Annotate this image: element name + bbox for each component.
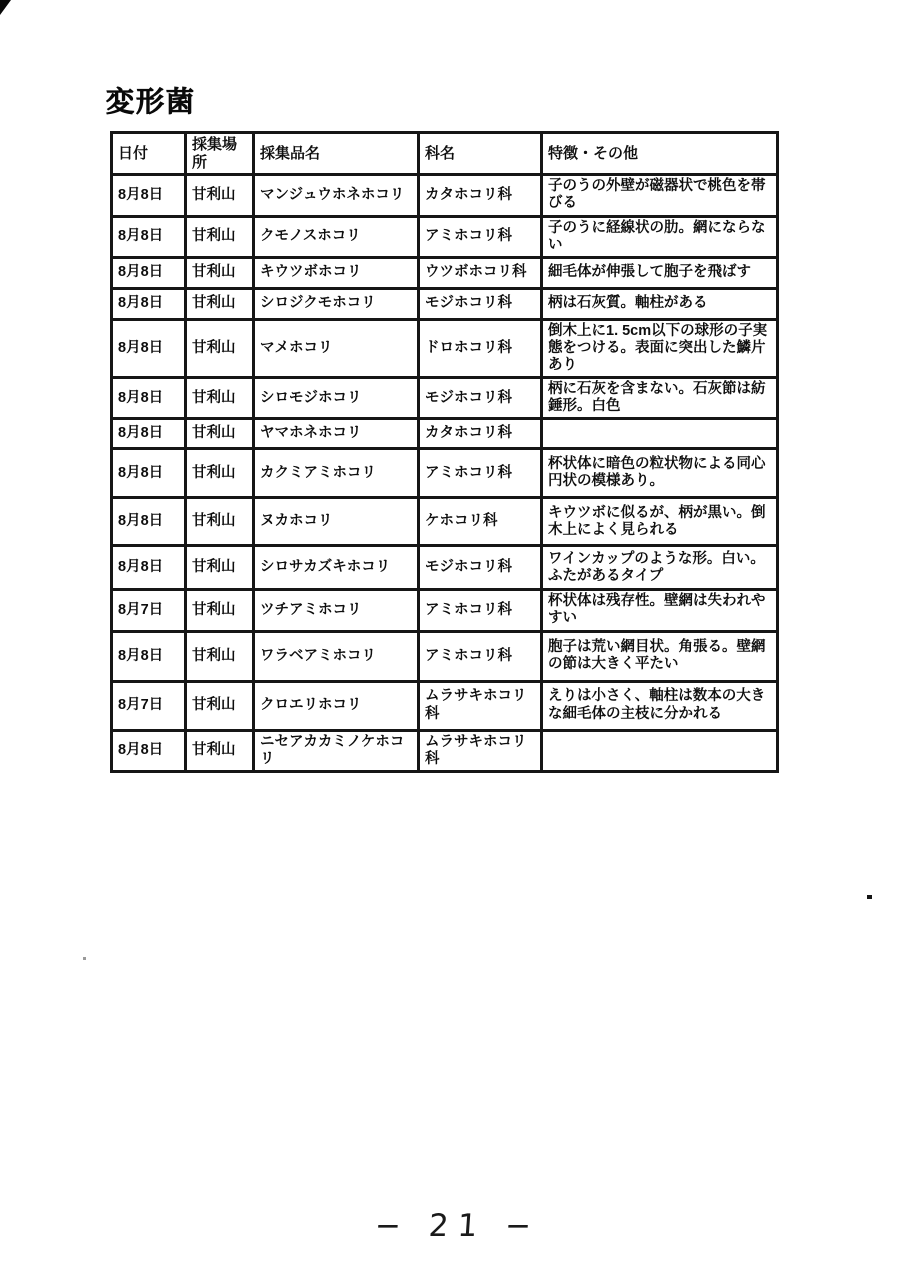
cell-features: 倒木上に1. 5cm以下の球形の子実態をつける。表面に突出した鱗片あり	[542, 319, 778, 377]
cell-place: 甘利山	[186, 216, 254, 257]
cell-date: 8月8日	[112, 175, 186, 216]
cell-features: 柄は石灰質。軸柱がある	[542, 288, 778, 319]
cell-date: 8月8日	[112, 419, 186, 449]
cell-date: 8月8日	[112, 257, 186, 288]
cell-features: えりは小さく、軸柱は数本の大きな細毛体の主枝に分かれる	[542, 681, 778, 730]
cell-features: 胞子は荒い網目状。角張る。壁網の節は大きく平たい	[542, 631, 778, 681]
header-cell-date: 日付	[112, 133, 186, 175]
cell-date: 8月7日	[112, 590, 186, 631]
cell-features: キウツボに似るが、柄が黒い。倒木上によく見られる	[542, 498, 778, 546]
cell-date: 8月8日	[112, 378, 186, 419]
cell-family: アミホコリ科	[419, 590, 542, 631]
cell-features: ワインカップのような形。白い。ふたがあるタイプ	[542, 546, 778, 590]
cell-family: モジホコリ科	[419, 288, 542, 319]
scan-artifact-speck	[83, 957, 86, 960]
scan-artifact-dot	[867, 895, 872, 899]
cell-family: ムラサキホコリ科	[419, 730, 542, 771]
cell-place: 甘利山	[186, 631, 254, 681]
table-row	[112, 175, 778, 216]
cell-family: ムラサキホコリ科	[419, 681, 542, 730]
cell-specimen: マンジュウホネホコリ	[254, 175, 419, 216]
cell-specimen: ワラベアミホコリ	[254, 631, 419, 681]
cell-specimen: シロジクモホコリ	[254, 288, 419, 319]
cell-features	[542, 730, 778, 771]
cell-place: 甘利山	[186, 257, 254, 288]
table-row	[112, 730, 778, 771]
cell-place: 甘利山	[186, 590, 254, 631]
cell-specimen: ヤマホネホコリ	[254, 419, 419, 449]
cell-specimen: ヌカホコリ	[254, 498, 419, 546]
cell-date: 8月8日	[112, 449, 186, 498]
cell-specimen: カクミアミホコリ	[254, 449, 419, 498]
cell-family: モジホコリ科	[419, 378, 542, 419]
cell-family: カタホコリ科	[419, 419, 542, 449]
cell-place: 甘利山	[186, 175, 254, 216]
table-header-row	[112, 133, 778, 175]
cell-features: 子のうに経線状の肋。網にならない	[542, 216, 778, 257]
cell-date: 8月8日	[112, 319, 186, 377]
cell-place: 甘利山	[186, 498, 254, 546]
cell-date: 8月8日	[112, 498, 186, 546]
cell-place: 甘利山	[186, 288, 254, 319]
cell-specimen: マメホコリ	[254, 319, 419, 377]
header-cell-features: 特徴・その他	[542, 133, 778, 175]
page-title: 変形菌	[106, 86, 197, 117]
cell-family: アミホコリ科	[419, 449, 542, 498]
collection-table	[110, 131, 779, 773]
cell-family: ドロホコリ科	[419, 319, 542, 377]
cell-family: モジホコリ科	[419, 546, 542, 590]
cell-features: 柄に石灰を含まない。石灰節は紡錘形。白色	[542, 378, 778, 419]
cell-specimen: シロサカズキホコリ	[254, 546, 419, 590]
cell-place: 甘利山	[186, 681, 254, 730]
cell-specimen: ツチアミホコリ	[254, 590, 419, 631]
scan-artifact-corner	[0, 0, 11, 15]
cell-place: 甘利山	[186, 378, 254, 419]
cell-date: 8月8日	[112, 288, 186, 319]
cell-family: カタホコリ科	[419, 175, 542, 216]
cell-family: ケホコリ科	[419, 498, 542, 546]
table-row	[112, 319, 778, 377]
table-row	[112, 378, 778, 419]
table-row	[112, 546, 778, 590]
cell-place: 甘利山	[186, 319, 254, 377]
header-cell-place: 採集場所	[186, 133, 254, 175]
cell-features: 細毛体が伸張して胞子を飛ばす	[542, 257, 778, 288]
page-number: − 21 −	[373, 1208, 542, 1244]
table-row	[112, 216, 778, 257]
cell-specimen: キウツボホコリ	[254, 257, 419, 288]
cell-family: アミホコリ科	[419, 631, 542, 681]
cell-features: 杯状体は残存性。壁網は失われやすい	[542, 590, 778, 631]
table-row	[112, 498, 778, 546]
cell-place: 甘利山	[186, 419, 254, 449]
cell-date: 8月7日	[112, 681, 186, 730]
cell-features: 子のうの外壁が磁器状で桃色を帯びる	[542, 175, 778, 216]
table-row	[112, 449, 778, 498]
table-row	[112, 257, 778, 288]
header-cell-family: 科名	[419, 133, 542, 175]
cell-features: 杯状体に暗色の粒状物による同心円状の模様あり。	[542, 449, 778, 498]
cell-specimen: シロモジホコリ	[254, 378, 419, 419]
table-row	[112, 590, 778, 631]
table-row	[112, 681, 778, 730]
cell-date: 8月8日	[112, 216, 186, 257]
cell-date: 8月8日	[112, 631, 186, 681]
cell-family: ウツボホコリ科	[419, 257, 542, 288]
cell-place: 甘利山	[186, 546, 254, 590]
cell-specimen: クロエリホコリ	[254, 681, 419, 730]
cell-place: 甘利山	[186, 730, 254, 771]
cell-family: アミホコリ科	[419, 216, 542, 257]
cell-place: 甘利山	[186, 449, 254, 498]
table-row	[112, 288, 778, 319]
cell-date: 8月8日	[112, 546, 186, 590]
cell-specimen: ニセアカカミノケホコリ	[254, 730, 419, 771]
header-cell-specimen: 採集品名	[254, 133, 419, 175]
cell-specimen: クモノスホコリ	[254, 216, 419, 257]
cell-features	[542, 419, 778, 449]
table-row	[112, 631, 778, 681]
table-row	[112, 419, 778, 449]
cell-date: 8月8日	[112, 730, 186, 771]
